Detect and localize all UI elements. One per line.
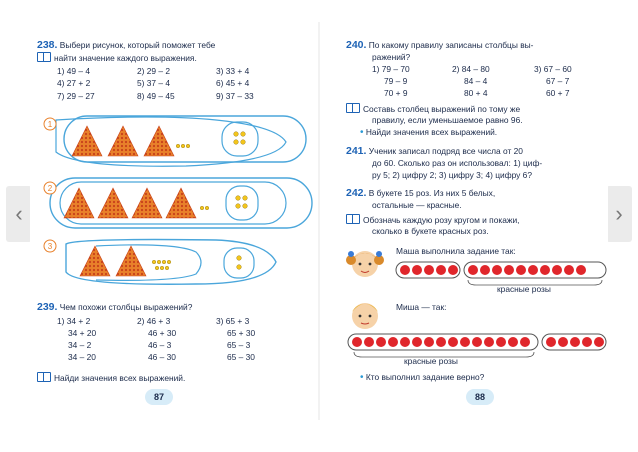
ex238-expr: 3) 33 + 4 — [216, 66, 250, 76]
ex239-task — [37, 372, 185, 383]
ex239-col2-row: 46 – 3 — [148, 340, 172, 350]
ex240-number: 240. — [346, 39, 367, 51]
misha-label: красные розы — [404, 356, 458, 366]
picture-label: 1 — [47, 120, 53, 129]
misha-diagram — [346, 332, 610, 366]
ex238-expr: 4) 27 + 2 — [57, 78, 91, 88]
misha-avatar — [346, 296, 384, 334]
ex238-expr: 7) 29 – 27 — [57, 91, 95, 101]
ex239-col3-row: 65 + 30 — [227, 328, 256, 338]
ex242-header — [346, 188, 495, 198]
ex238-expr: 2) 29 – 2 — [137, 66, 171, 76]
triangle-pictures — [36, 112, 316, 294]
compose-line2: правилу, если уменьшаемое равно 96. — [372, 115, 523, 125]
ex238-line2 — [37, 52, 197, 63]
page-number-right: 88 — [466, 389, 494, 405]
question-text: Кто выполнил задание верно? — [365, 372, 485, 382]
ex240-col2: 80 + 4 — [464, 88, 488, 98]
masha-label: красные розы — [497, 284, 551, 294]
ex238-expr: 9) 37 – 33 — [216, 91, 254, 101]
triangle-group-2 — [64, 188, 196, 218]
book-icon — [346, 214, 360, 224]
ex238-expr: 6) 45 + 4 — [216, 78, 250, 88]
ex239-col2-row: 46 – 30 — [148, 352, 176, 362]
prev-page-button[interactable] — [6, 186, 32, 242]
ex240-col2: 2) 84 – 80 — [452, 64, 490, 74]
chevron-left-icon: ‹ — [15, 201, 23, 226]
ex240-col3: 60 + 7 — [546, 88, 570, 98]
compose-text: Составь столбец выражений по тому же — [363, 104, 521, 114]
ex242-text: В букете 15 роз. Из них 5 белых, — [368, 188, 496, 198]
find-values — [360, 127, 497, 138]
ex238-expr: 5) 37 – 4 — [137, 78, 171, 88]
book-icon — [346, 103, 360, 113]
misha-text: Миша — так: — [396, 302, 447, 312]
ex241-number: 241. — [346, 145, 367, 157]
ex240-col1: 70 + 9 — [384, 88, 408, 98]
mark-line2: сколько в букете красных роз. — [372, 226, 489, 236]
ex239-number: 239. — [37, 301, 58, 313]
ex238-text: Выбери рисунок, который поможет тебе — [59, 40, 216, 50]
ex239-col3-row: 65 – 3 — [227, 340, 251, 350]
ex240-line2: ражений? — [372, 52, 411, 62]
ex239-task-text: Найди значения всех выражений. — [54, 373, 186, 383]
ex241-text: Ученик записал подряд все числа от 20 — [368, 146, 523, 156]
ex240-header — [346, 40, 533, 50]
ex240-col3: 67 – 7 — [546, 76, 570, 86]
ex240-text: По какому правилу записаны столбцы вы- — [368, 40, 534, 50]
ex239-col1-row: 1) 34 + 2 — [57, 316, 91, 326]
masha-avatar — [346, 244, 384, 282]
chevron-right-icon: › — [615, 201, 623, 226]
ex242-number: 242. — [346, 187, 367, 199]
next-page-button[interactable] — [606, 186, 632, 242]
ex241-line3: ру 5; 2) цифру 2; 3) цифру 3; 4) цифру 6? — [372, 170, 532, 180]
ex238-expr: 8) 49 – 45 — [137, 91, 175, 101]
bullet-icon: • — [360, 127, 364, 138]
ex240-col1: 1) 79 – 70 — [372, 64, 410, 74]
find-values-text: Найди значения всех выражений. — [365, 127, 498, 137]
ex239-header — [37, 302, 192, 312]
ex238-text2: найти значение каждого выражения. — [54, 53, 197, 63]
page-number-left: 87 — [145, 389, 173, 405]
ex240-col3: 3) 67 – 60 — [534, 64, 572, 74]
ex239-text: Чем похожи столбцы выражений? — [59, 302, 193, 312]
masha-text: Маша выполнила задание так: — [396, 246, 516, 256]
compose-task — [346, 103, 520, 114]
ex239-col1-row: 34 – 20 — [68, 352, 96, 362]
ex239-col1-row: 34 – 2 — [68, 340, 92, 350]
ex238-expr: 1) 49 – 4 — [57, 66, 91, 76]
ex240-col1: 79 – 9 — [384, 76, 408, 86]
ex241-header — [346, 146, 523, 156]
ex242-line2: остальные — красные. — [372, 200, 462, 210]
ex239-col1-row: 34 + 20 — [68, 328, 97, 338]
ex241-line2: до 60. Сколько раз он использовал: 1) циф- — [372, 158, 543, 168]
page-gutter — [318, 22, 320, 420]
ex240-col2: 84 – 4 — [464, 76, 488, 86]
bullet-icon: • — [360, 372, 364, 383]
triangle-group-1 — [72, 126, 174, 156]
ex239-col2-row: 2) 46 + 3 — [137, 316, 171, 326]
ex239-col3-row: 65 – 30 — [227, 352, 255, 362]
ex239-col3-row: 3) 65 + 3 — [216, 316, 250, 326]
triangle-group-3 — [80, 246, 146, 276]
ex238-header — [37, 40, 215, 50]
book-icon — [37, 372, 51, 382]
picture-label: 3 — [47, 242, 53, 251]
book-icon — [37, 52, 51, 62]
ex238-number: 238. — [37, 39, 58, 51]
mark-task — [346, 214, 519, 225]
mark-text: Обозначь каждую розу кругом и покажи, — [363, 215, 520, 225]
ex239-col2-row: 46 + 30 — [148, 328, 177, 338]
question — [360, 372, 484, 383]
picture-label: 2 — [47, 184, 53, 193]
